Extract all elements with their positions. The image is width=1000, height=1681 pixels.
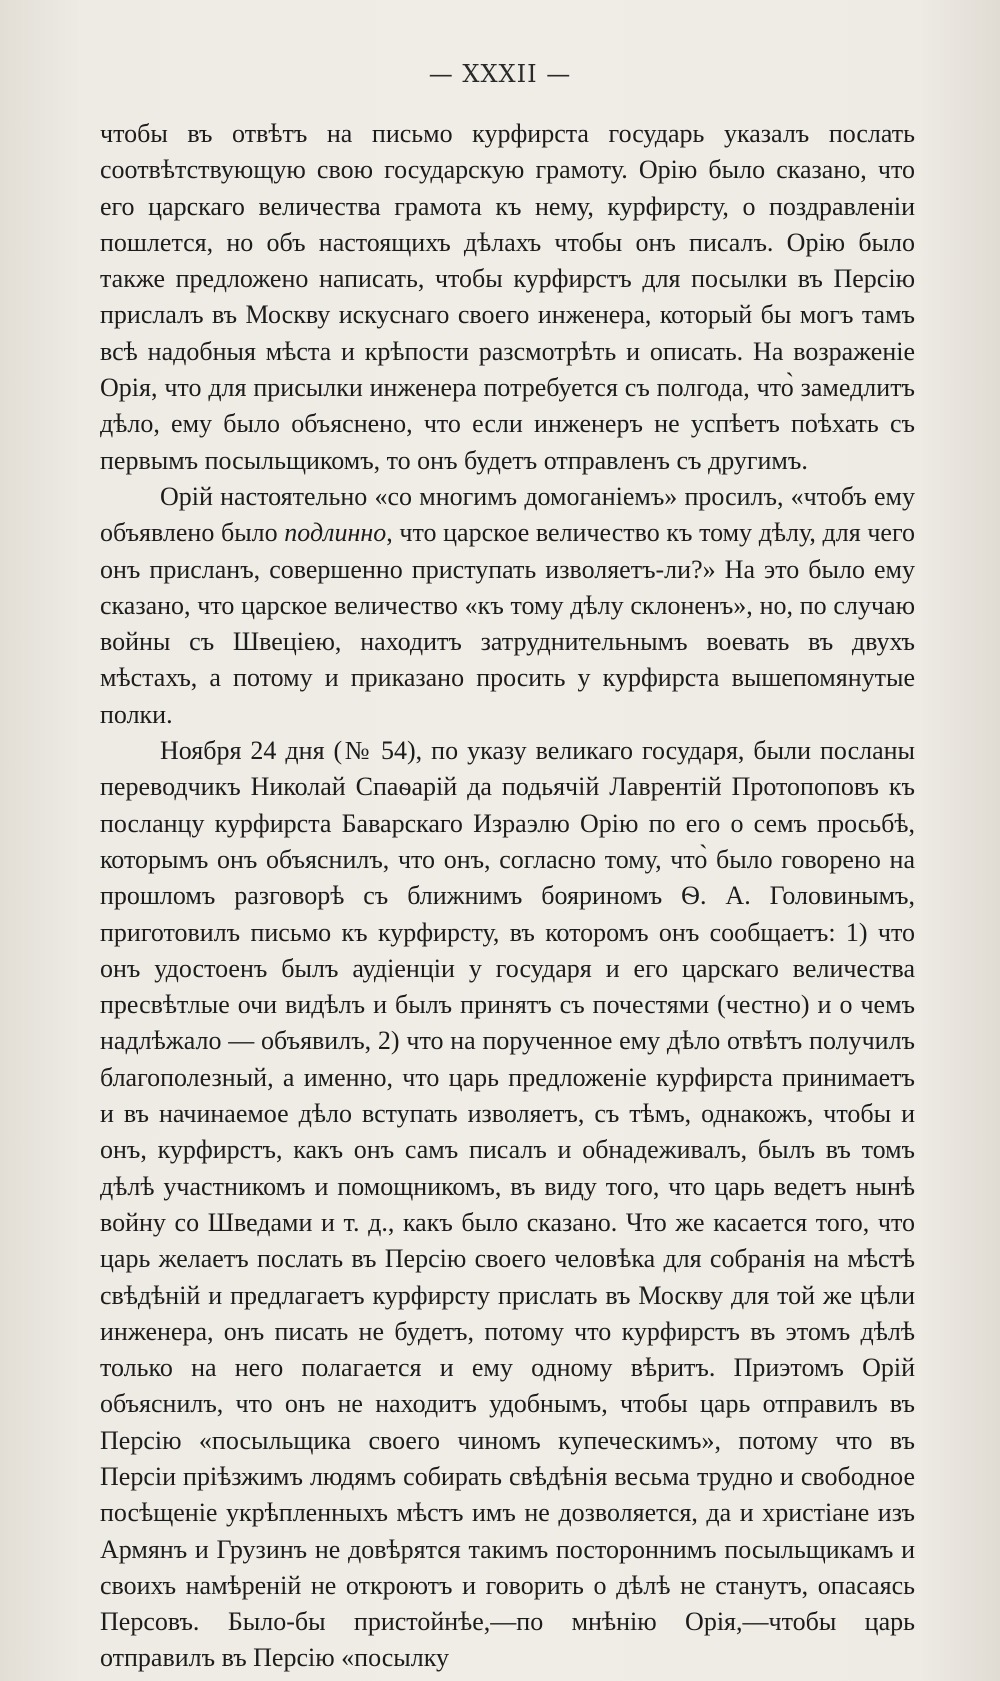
paragraph-2-end: , что царское величество къ тому дѣлу, для чего онъ присланъ, совершенно приступать изволяетъ-ли?» На это было ему сказано, что царское величество «къ тому дѣлу склоненъ», но, по случаю войны съ Швеціею, находитъ затруднительнымъ воевать въ двухъ мѣстахъ, а потому и приказано просить у курфирста вышепомянутые полки.	[100, 518, 915, 729]
main-text	[100, 116, 915, 1677]
paragraph-3: Ноября 24 дня (№ 54), по указу великаго государя, были посланы переводчикъ Николай Спаѳарій да подьячій Лаврентій Протопоповъ къ посланцу курфирста Баварскаго Израэлю Орію по его о семъ просьбѣ, которымъ онъ объяснилъ, что онъ, согласно тому, что̀ было говорено на прошломъ разговорѣ съ ближнимъ бояриномъ Ѳ. А. Головинымъ, приготовилъ письмо къ курфирсту, въ которомъ онъ сообщаетъ: 1) что онъ удостоенъ былъ аудіенціи у государя и его царскаго величества пресвѣтлые очи видѣлъ и былъ принятъ съ почестями (честно) и о чемъ надлѣжало — объявилъ, 2) что на порученное ему дѣло отвѣтъ получилъ благополезный, а именно, что царь предложеніе курфирста принимаетъ и въ начинаемое дѣло вступать изволяетъ, съ тѣмъ, однакожъ, чтобы и онъ, курфирстъ, какъ онъ самъ писалъ и обнадеживалъ, былъ въ томъ дѣлѣ участникомъ и помощникомъ, въ виду того, что царь ведетъ нынѣ войну со Шведами и т. д., какъ было сказано. Что же касается того, что царь желаетъ послать въ Персію своего человѣка для собранія на мѣстѣ свѣдѣній и предлагаетъ курфирсту прислать въ Москву для той же цѣли инженера, онъ писать не будетъ, потому что курфирстъ въ этомъ дѣлѣ только на него полагается и ему одному вѣритъ. Приэтомъ Орій объяснилъ, что онъ не находитъ удобнымъ, чтобы царь отправилъ въ Персію «посыльщика своего чиномъ купеческимъ», потому что въ Персіи пріѣзжимъ людямъ собирать свѣдѣнія весьма трудно и свободное посѣщеніе укрѣпленныхъ мѣстъ имъ не дозволяется, да и христіане изъ Армянъ и Грузинъ не довѣрятся такимъ постороннимъ посыльщикамъ и своихъ намѣреній не откроютъ и говорить о дѣлѣ не станутъ, опасаясь Персовъ. Было-бы пристойнѣе,—по мнѣнію Орія,—чтобы царь отправилъ въ Персію «посылку	[100, 736, 915, 1673]
paragraph-2	[100, 479, 915, 733]
paragraph-2-emphasis: подлинно	[284, 518, 387, 548]
paragraph-2-start: Орій настоятельно «со многимъ домоганіемъ» просилъ, «чтобъ ему объявлено было	[100, 481, 915, 548]
paragraph-1: чтобы въ отвѣтъ на письмо курфирста государь указалъ послать соотвѣтствующую свою государскую грамоту. Орію было сказано, что его царскаго величества грамота къ нему, курфирсту, о поздравленіи пошлется, но объ настоящихъ дѣлахъ чтобы онъ писалъ. Орію было также предложено написать, чтобы курфирстъ для посылки въ Персію прислалъ въ Москву искуснаго своего инженера, который бы могъ тамъ всѣ надобныя мѣста и крѣпости разсмотрѣть и описать. На возраженіе Орія, что для присылки инженера потребуется съ полгода, что̀ замедлитъ дѣло, ему было объяснено, что если инженеръ не успѣетъ поѣхать съ первымъ посыльщикомъ, то онъ будетъ отправленъ съ другимъ.	[100, 119, 915, 475]
page-number-header: — XXXII —	[428, 60, 572, 88]
